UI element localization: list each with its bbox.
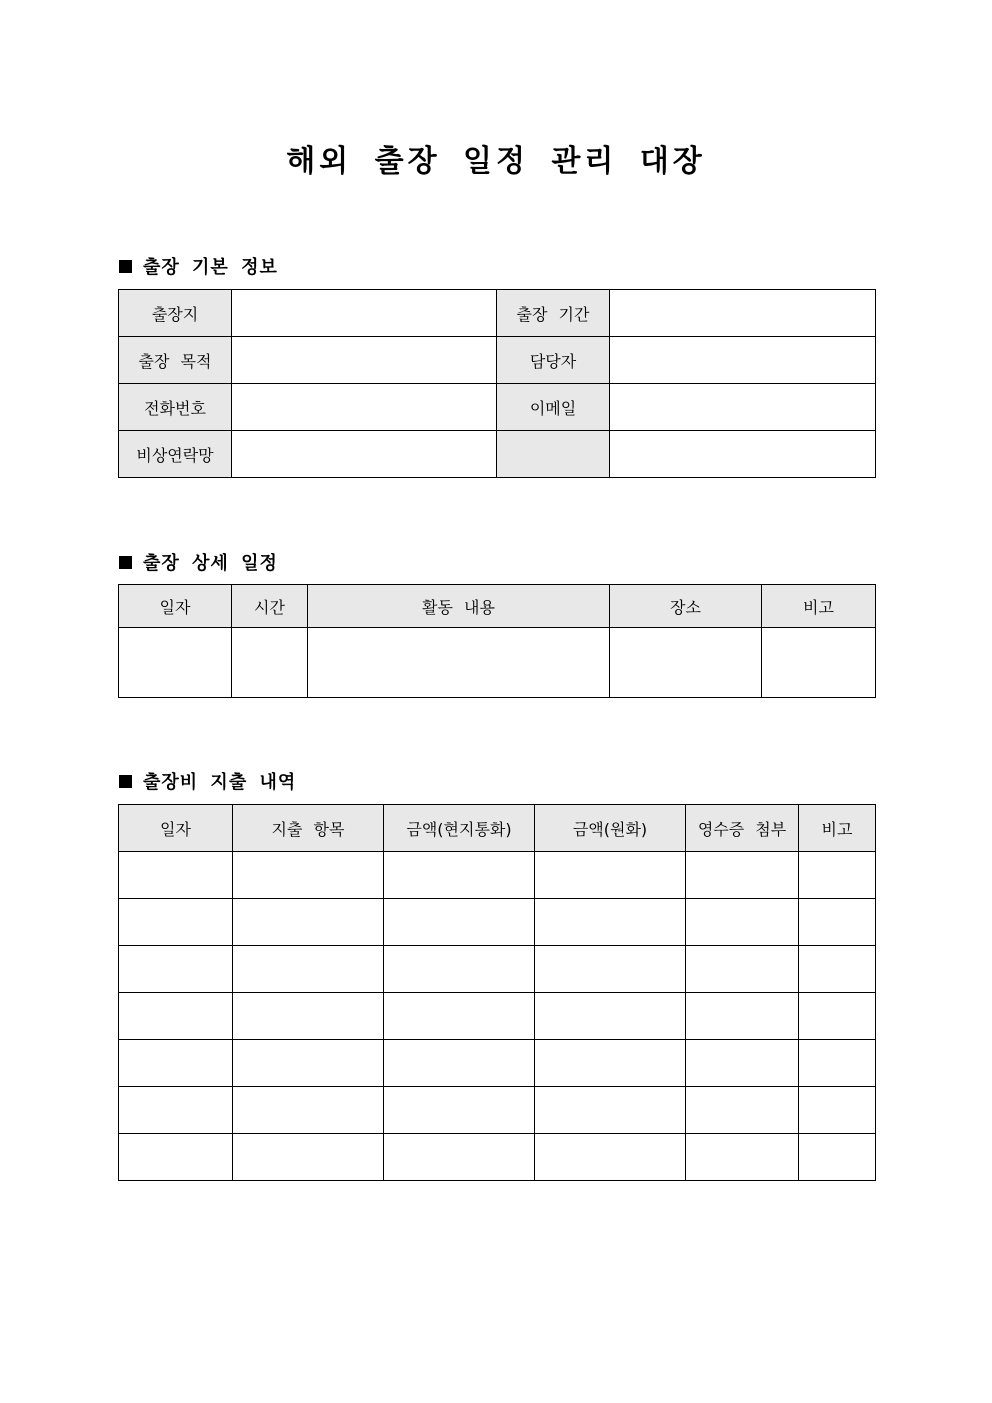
value-destination[interactable] — [232, 290, 497, 337]
value-blank[interactable] — [610, 431, 876, 478]
expense-cell[interactable] — [384, 852, 535, 899]
schedule-cell-remarks[interactable] — [762, 628, 876, 698]
expense-cell[interactable] — [535, 852, 686, 899]
table-row — [119, 1087, 876, 1134]
schedule-cell-place[interactable] — [610, 628, 762, 698]
expense-cell[interactable] — [686, 899, 799, 946]
expense-cell[interactable] — [119, 1040, 233, 1087]
basic-info-row — [119, 384, 876, 431]
expense-cell[interactable] — [686, 852, 799, 899]
column-header-expense-item: 지출 항목 — [233, 805, 384, 852]
basic-info-row — [119, 431, 876, 478]
expense-cell[interactable] — [535, 1087, 686, 1134]
column-header-place: 장소 — [610, 585, 762, 628]
expense-cell[interactable] — [535, 946, 686, 993]
schedule-cell-date[interactable] — [119, 628, 232, 698]
schedule-heading-text: 출장 상세 일정 — [143, 553, 278, 574]
basic-info-heading-text: 출장 기본 정보 — [143, 257, 278, 278]
column-header-receipt: 영수증 첨부 — [686, 805, 799, 852]
expense-cell[interactable] — [384, 1040, 535, 1087]
table-row — [119, 946, 876, 993]
column-header-time: 시간 — [232, 585, 308, 628]
schedule-cell-time[interactable] — [232, 628, 308, 698]
expense-cell[interactable] — [799, 899, 876, 946]
expense-cell[interactable] — [686, 946, 799, 993]
expense-cell[interactable] — [384, 993, 535, 1040]
schedule-heading — [119, 549, 278, 575]
label-phone: 전화번호 — [119, 384, 232, 431]
schedule-table — [118, 584, 876, 698]
column-header-remarks: 비고 — [799, 805, 876, 852]
table-row — [119, 1134, 876, 1181]
expense-cell[interactable] — [119, 1087, 233, 1134]
value-purpose[interactable] — [232, 337, 497, 384]
expense-cell[interactable] — [799, 852, 876, 899]
expense-cell[interactable] — [233, 1087, 384, 1134]
label-destination: 출장지 — [119, 290, 232, 337]
label-manager: 담당자 — [497, 337, 610, 384]
expense-cell[interactable] — [535, 1040, 686, 1087]
expense-cell[interactable] — [233, 852, 384, 899]
column-header-date: 일자 — [119, 585, 232, 628]
expense-cell[interactable] — [535, 1134, 686, 1181]
expense-cell[interactable] — [799, 1040, 876, 1087]
expense-cell[interactable] — [233, 1040, 384, 1087]
expenses-header-row — [119, 805, 876, 852]
schedule-cell-activity[interactable] — [308, 628, 610, 698]
table-row — [119, 628, 876, 698]
expense-cell[interactable] — [384, 1087, 535, 1134]
column-header-activity: 활동 내용 — [308, 585, 610, 628]
expenses-heading-text: 출장비 지출 내역 — [143, 772, 297, 793]
square-bullet-icon — [119, 775, 132, 788]
label-emergency-contact: 비상연락망 — [119, 431, 232, 478]
document-title: 해외 출장 일정 관리 대장 — [286, 144, 706, 179]
value-phone[interactable] — [232, 384, 497, 431]
expense-cell[interactable] — [233, 1134, 384, 1181]
expense-cell[interactable] — [686, 1134, 799, 1181]
expense-cell[interactable] — [384, 946, 535, 993]
value-email[interactable] — [610, 384, 876, 431]
expense-cell[interactable] — [233, 899, 384, 946]
expense-cell[interactable] — [233, 946, 384, 993]
expense-cell[interactable] — [119, 1134, 233, 1181]
column-header-date: 일자 — [119, 805, 233, 852]
expense-cell[interactable] — [119, 852, 233, 899]
value-period[interactable] — [610, 290, 876, 337]
schedule-header-row — [119, 585, 876, 628]
expense-cell[interactable] — [686, 1087, 799, 1134]
square-bullet-icon — [119, 556, 132, 569]
label-purpose: 출장 목적 — [119, 337, 232, 384]
expense-cell[interactable] — [384, 1134, 535, 1181]
expense-cell[interactable] — [119, 946, 233, 993]
expense-cell[interactable] — [686, 993, 799, 1040]
expense-cell[interactable] — [535, 993, 686, 1040]
expense-cell[interactable] — [799, 1087, 876, 1134]
value-manager[interactable] — [610, 337, 876, 384]
column-header-remarks: 비고 — [762, 585, 876, 628]
expenses-heading — [119, 768, 296, 794]
table-row — [119, 993, 876, 1040]
expenses-table — [118, 804, 876, 1181]
table-row — [119, 899, 876, 946]
value-emergency-contact[interactable] — [232, 431, 497, 478]
basic-info-heading — [119, 253, 278, 279]
expense-cell[interactable] — [233, 993, 384, 1040]
column-header-amount-local: 금액(현지통화) — [384, 805, 535, 852]
square-bullet-icon — [119, 260, 132, 273]
expense-cell[interactable] — [119, 993, 233, 1040]
table-row — [119, 852, 876, 899]
column-header-amount-krw: 금액(원화) — [535, 805, 686, 852]
basic-info-row — [119, 290, 876, 337]
expense-cell[interactable] — [799, 1134, 876, 1181]
label-email: 이메일 — [497, 384, 610, 431]
label-period: 출장 기간 — [497, 290, 610, 337]
expense-cell[interactable] — [799, 946, 876, 993]
expense-cell[interactable] — [799, 993, 876, 1040]
label-blank — [497, 431, 610, 478]
table-row — [119, 1040, 876, 1087]
expense-cell[interactable] — [119, 899, 233, 946]
expense-cell[interactable] — [686, 1040, 799, 1087]
expense-cell[interactable] — [535, 899, 686, 946]
expense-cell[interactable] — [384, 899, 535, 946]
basic-info-row — [119, 337, 876, 384]
basic-info-table — [118, 289, 876, 478]
